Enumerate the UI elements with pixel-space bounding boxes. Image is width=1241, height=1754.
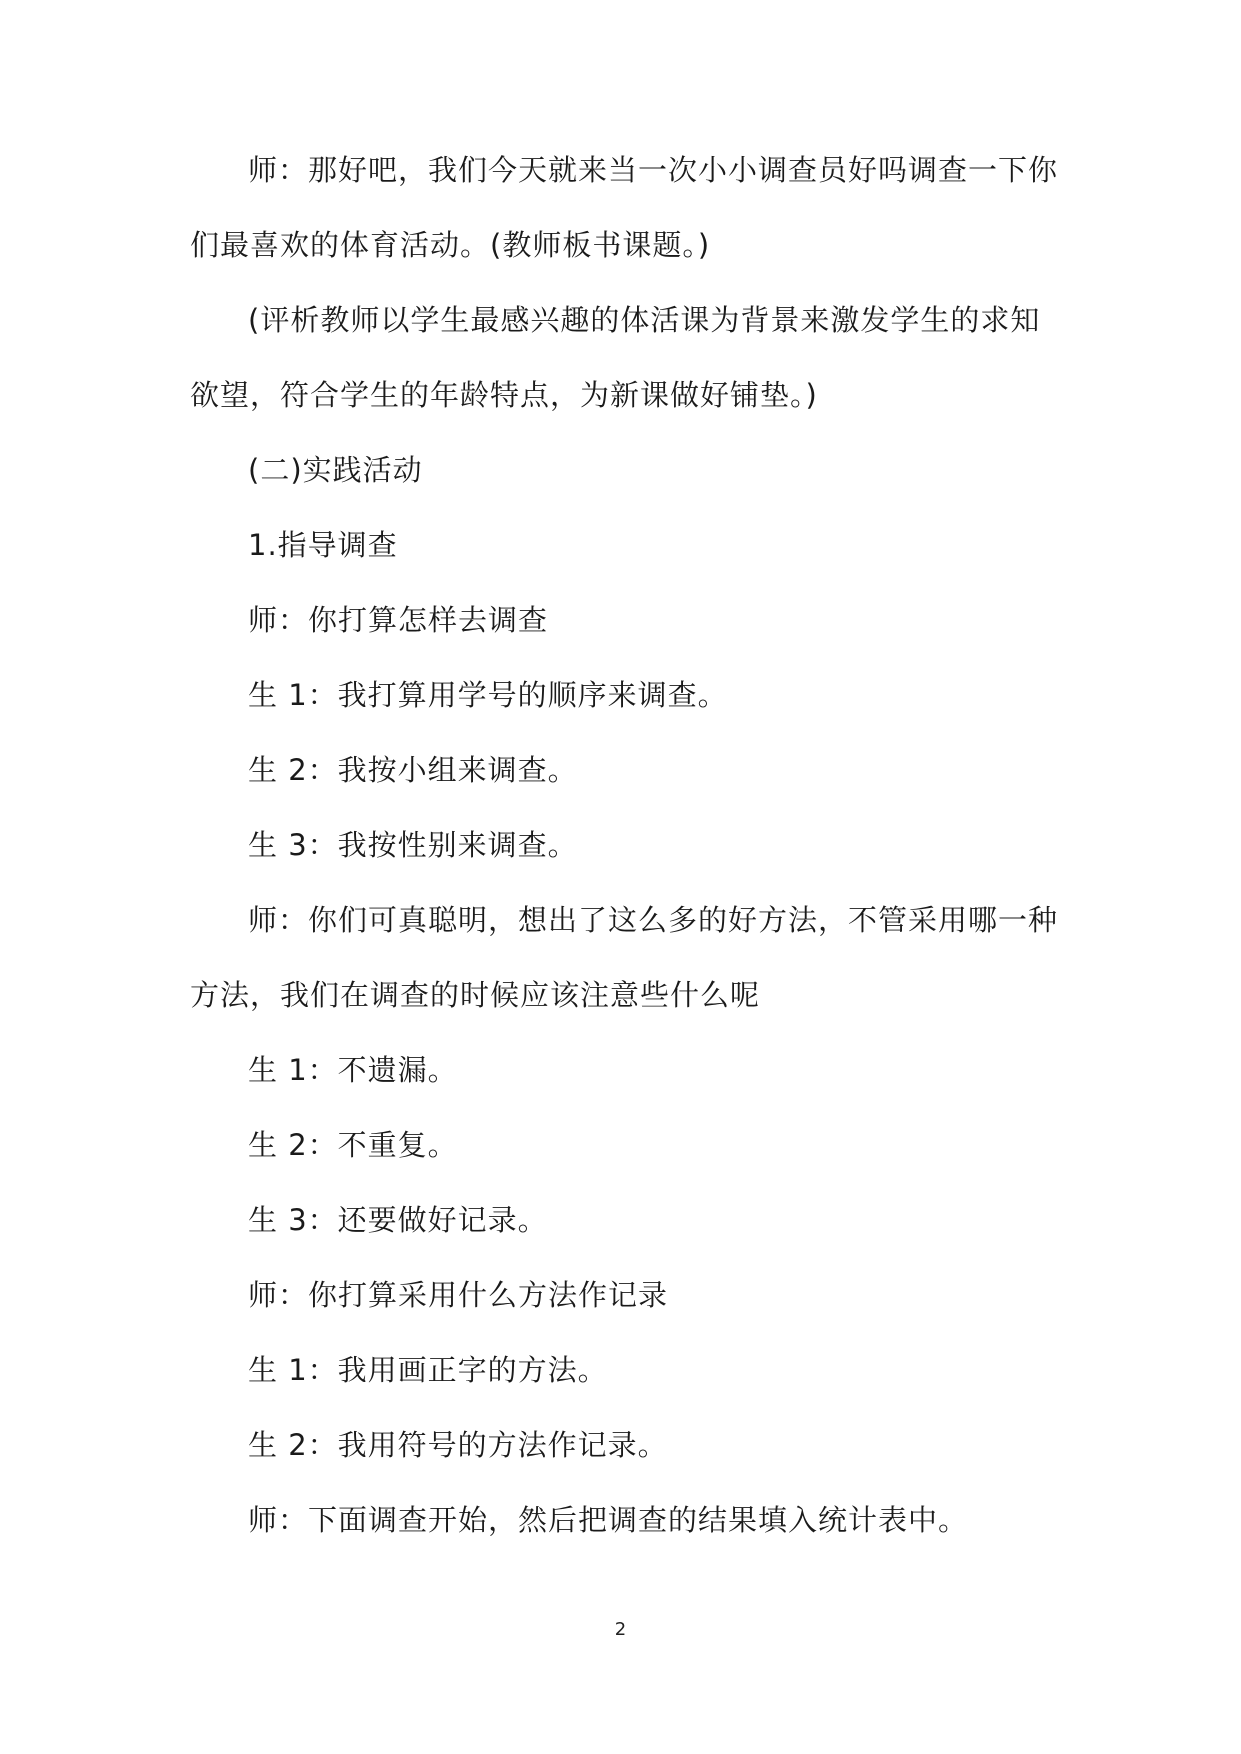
paragraph-student-3a: 生 3：我按性别来调查。 — [248, 828, 578, 862]
paragraph-teacher-question-1: 师：你打算怎样去调查 — [248, 603, 549, 637]
paragraph-student-2a: 生 2：我按小组来调查。 — [248, 753, 578, 787]
paragraph-teacher-intro: 师：那好吧，我们今天就来当一次小小调查员好吗调查一下你们最喜欢的体育活动。(教师板书课题。) — [190, 153, 1059, 262]
paragraph-teacher-question-2: 师：你打算采用什么方法作记录 — [248, 1278, 669, 1312]
paragraph-student-2b: 生 2：不重复。 — [248, 1128, 458, 1162]
paragraph-student-3b: 生 3：还要做好记录。 — [248, 1203, 548, 1237]
page-number: 2 — [614, 1619, 627, 1640]
paragraph-student-1c: 生 1：我用画正字的方法。 — [248, 1353, 608, 1387]
section-heading-practice: (二)实践活动 — [248, 453, 423, 487]
paragraph-student-1b: 生 1：不遗漏。 — [248, 1053, 458, 1087]
paragraph-commentary: (评析教师以学生最感兴趣的体活课为背景来激发学生的求知欲望，符合学生的年龄特点，为新课做好铺垫。) — [190, 303, 1041, 412]
paragraph-teacher-start: 师：下面调查开始，然后把调查的结果填入统计表中。 — [248, 1503, 969, 1537]
paragraph-teacher-praise: 师：你们可真聪明，想出了这么多的好方法，不管采用哪一种方法，我们在调查的时候应该注意些什么呢 — [190, 903, 1059, 1012]
paragraph-student-1a: 生 1：我打算用学号的顺序来调查。 — [248, 678, 728, 712]
paragraph-student-2c: 生 2：我用符号的方法作记录。 — [248, 1428, 668, 1462]
subsection-heading-guide: 1.指导调查 — [248, 528, 398, 562]
